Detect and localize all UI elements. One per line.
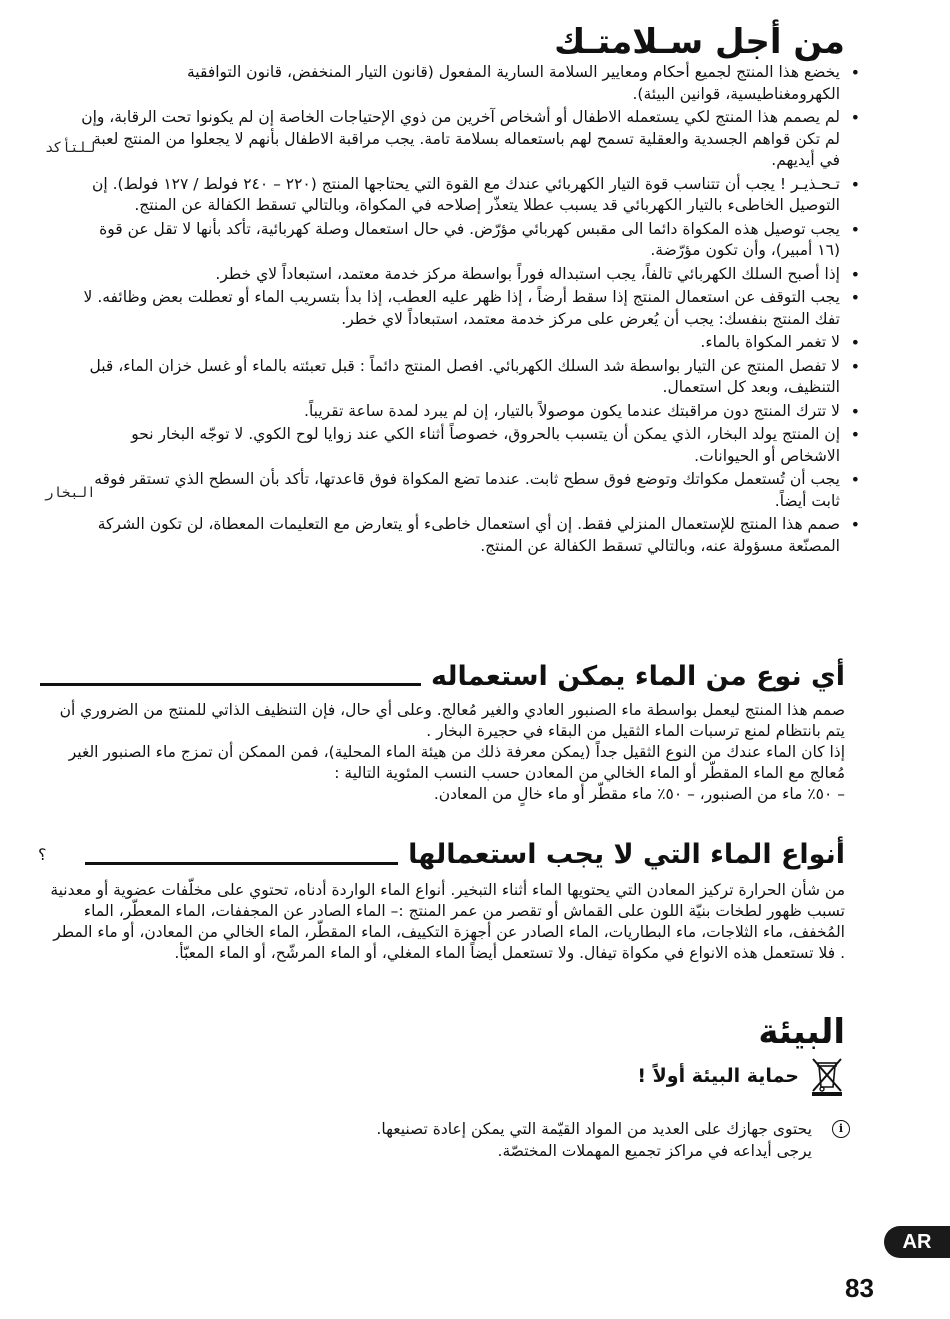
page-number: 83 [845, 1273, 874, 1303]
list-item: • لم يصمم هذا المنتج لكي يستعمله الاطفال أو أشخاص آخرين من ذوي الإحتياجات الخاصة إن لم يكونوا تحت الرقابة، وإن لم تكن قواهم الجسدية والعقلية تسمح لهم باستعماله بسلامة تامة. يجب مراقبة الاطفال بأنهم لا يجعلوا من المنتج لعبة في أيديهم. [72, 107, 862, 172]
crossed-bin-icon [809, 1055, 845, 1097]
environment-text [312, 1118, 812, 1162]
list-item: • يخضع هذا المنتج لجميع أحكام ومعايير السلامة السارية المفعول (قانون التيار المنخفض، قانون التوافقية الكهرومغناطيسية، قوانين البيئة). [72, 62, 862, 105]
list-item: • يجب أن تُستعمل مكواتك وتوضع فوق سطح ثابت. عندما تضع المكواة فوق قاعدتها، تأكد بأن السطح الذي تستقر فوقه ثابت أيضاً. [72, 469, 862, 512]
water-type-heading [40, 660, 845, 694]
environment-subheading [637, 1055, 845, 1097]
list-item: • لا تترك المنتج دون مراقبتك عندما يكون موصولاً بالتيار، إن لم يبرد لمدة ساعة تقريباً. [72, 401, 862, 423]
list-item: • لا تفصل المنتج عن التيار بواسطة شد السلك الكهربائي. افصل المنتج دائماً : قبل تعبئته بالماء أو غسل خزان الماء، قبل التنظيف، وبعد كل استعمال. [72, 356, 862, 399]
paragraph-line: يحتوى جهازك على العديد من المواد القيّمة التي يمكن إعادة تصنيعها. [376, 1120, 812, 1138]
language-badge: AR [884, 1226, 950, 1258]
info-icon: i [832, 1120, 850, 1138]
water-type-text [45, 700, 845, 805]
safety-bullet-list [72, 62, 862, 559]
list-item: • إذا أصبح السلك الكهربائي تالفاً، يجب استبداله فوراً بواسطة مركز خدمة معتمد، استبعاداً لاي خطر. [72, 264, 862, 286]
list-item: • تـحـذيـر ! يجب أن تتناسب قوة التيار الكهربائي عندك مع القوة التي يحتاجها المنتج (٢٢٠ – ٢٤٠ فولط / ١٢٧ فولط). إن التوصيل الخاطىء بالتيار الكهربائي قد يسبب عطلا يتعذّر إصلاحه في المكواة، وبالتالي تسقط الكفالة عن المنتج. [72, 174, 862, 217]
paragraph-line: إذا كان الماء عندك من النوع الثقيل جداً (يمكن معرفة ذلك من هيئة الماء المحلية)، فمن الممكن أن تمزج ماء الصنبور الغير مُعالج مع الماء المقطّر أو الماء الخالي من المعادن حسب النسب المئوية التالية : [68, 743, 845, 782]
list-item: • لا تغمر المكواة بالماء. [72, 332, 862, 354]
safety-title: من أجل سـلامتـك [554, 22, 845, 62]
margin-note: البخار [45, 485, 96, 501]
list-item: • صمم هذا المنتج للإستعمال المنزلي فقط. إن أي استعمال خاطىء أو يتعارض مع التعليمات المعطاة، لن تكون الشركة المصنّعة مسؤولة عنه، وبالتالي تسقط الكفالة عن المنتج. [72, 514, 862, 557]
section-title: أي نوع من الماء يمكن استعماله [430, 661, 845, 692]
water-not-text: من شأن الحرارة تركيز المعادن التي يحتويها الماء أثناء التبخير. أنواع الماء الواردة أدناه، تحتوي على مخلّفات عضوية أو معدنية تسبب ظهور لطخات بنيّة اللون على القماش أو تقصر من عمر المنتج :– الماء الصادر عن المجففات، الماء المعطّر، الماء المُخفف، ماء الثلاجات، ماء البطاريات، الماء الصادر عن أجهزة التكييف، الماء المقطّر، الماء الخالي من المعادن، أو ماء المطر . فلا تستعمل هذه الانواع في مكواة تيفال. ولا تستعمل أيضاً الماء المغلي، أو الماء المرشّح، أو الماء المعبّأ. [50, 881, 845, 962]
list-item: • يجب توصيل هذه المكواة دائما الى مقبس كهربائي مؤرّض. في حال استعمال وصلة كهربائية، تأكد بأنها لا تقل عن قوة (١٦ أمبير)، وأن تكون مؤرّضة. [72, 219, 862, 262]
environment-title: البيئة [758, 1012, 845, 1052]
heading-rule [85, 862, 398, 865]
water-not-heading [85, 838, 845, 872]
heading-rule [40, 683, 421, 686]
paragraph-line: يرجى أيداعه في مراكز تجميع المهملات المختصّة. [497, 1142, 812, 1160]
paragraph-line: صمم هذا المنتج ليعمل بواسطة ماء الصنبور العادي والغير مُعالج. وعلى أي حال، فإن التنظيف الذاتي للمنتج من الضروري أن يتم بانتظام لمنع ترسبات الماء الثقيل من البقاء في حجيرة البخار . [59, 701, 845, 740]
list-item: • يجب التوقف عن استعمال المنتج إذا سقط أرضاً ، إذا ظهر عليه العطب، إذا بدأ بتسريب الماء أو تعطلت بعض وظائفه. لا تفك المنتج بنفسك: يجب أن يُعرض على مركز خدمة معتمد، استبعاداً لاي خطر. [72, 287, 862, 330]
paragraph-line: – ٥٠٪ ماء من الصنبور، – ٥٠٪ ماء مقطّر أو ماء خالٍ من المعادن. [433, 785, 845, 803]
list-item: • إن المنتج يولد البخار، الذي يمكن أن يتسبب بالحروق، خصوصاً أثناء الكي عند زوايا لوح الكوي. لا توجّه البخار نحو الاشخاص أو الحيوانات. [72, 424, 862, 467]
margin-note: للتأكد [45, 140, 96, 156]
section-title: أنواع الماء التي لا يجب استعمالها [408, 839, 845, 870]
environment-subtitle: حماية البيئة أولاً ! [637, 1065, 799, 1087]
question-mark: ؟ [38, 845, 47, 864]
